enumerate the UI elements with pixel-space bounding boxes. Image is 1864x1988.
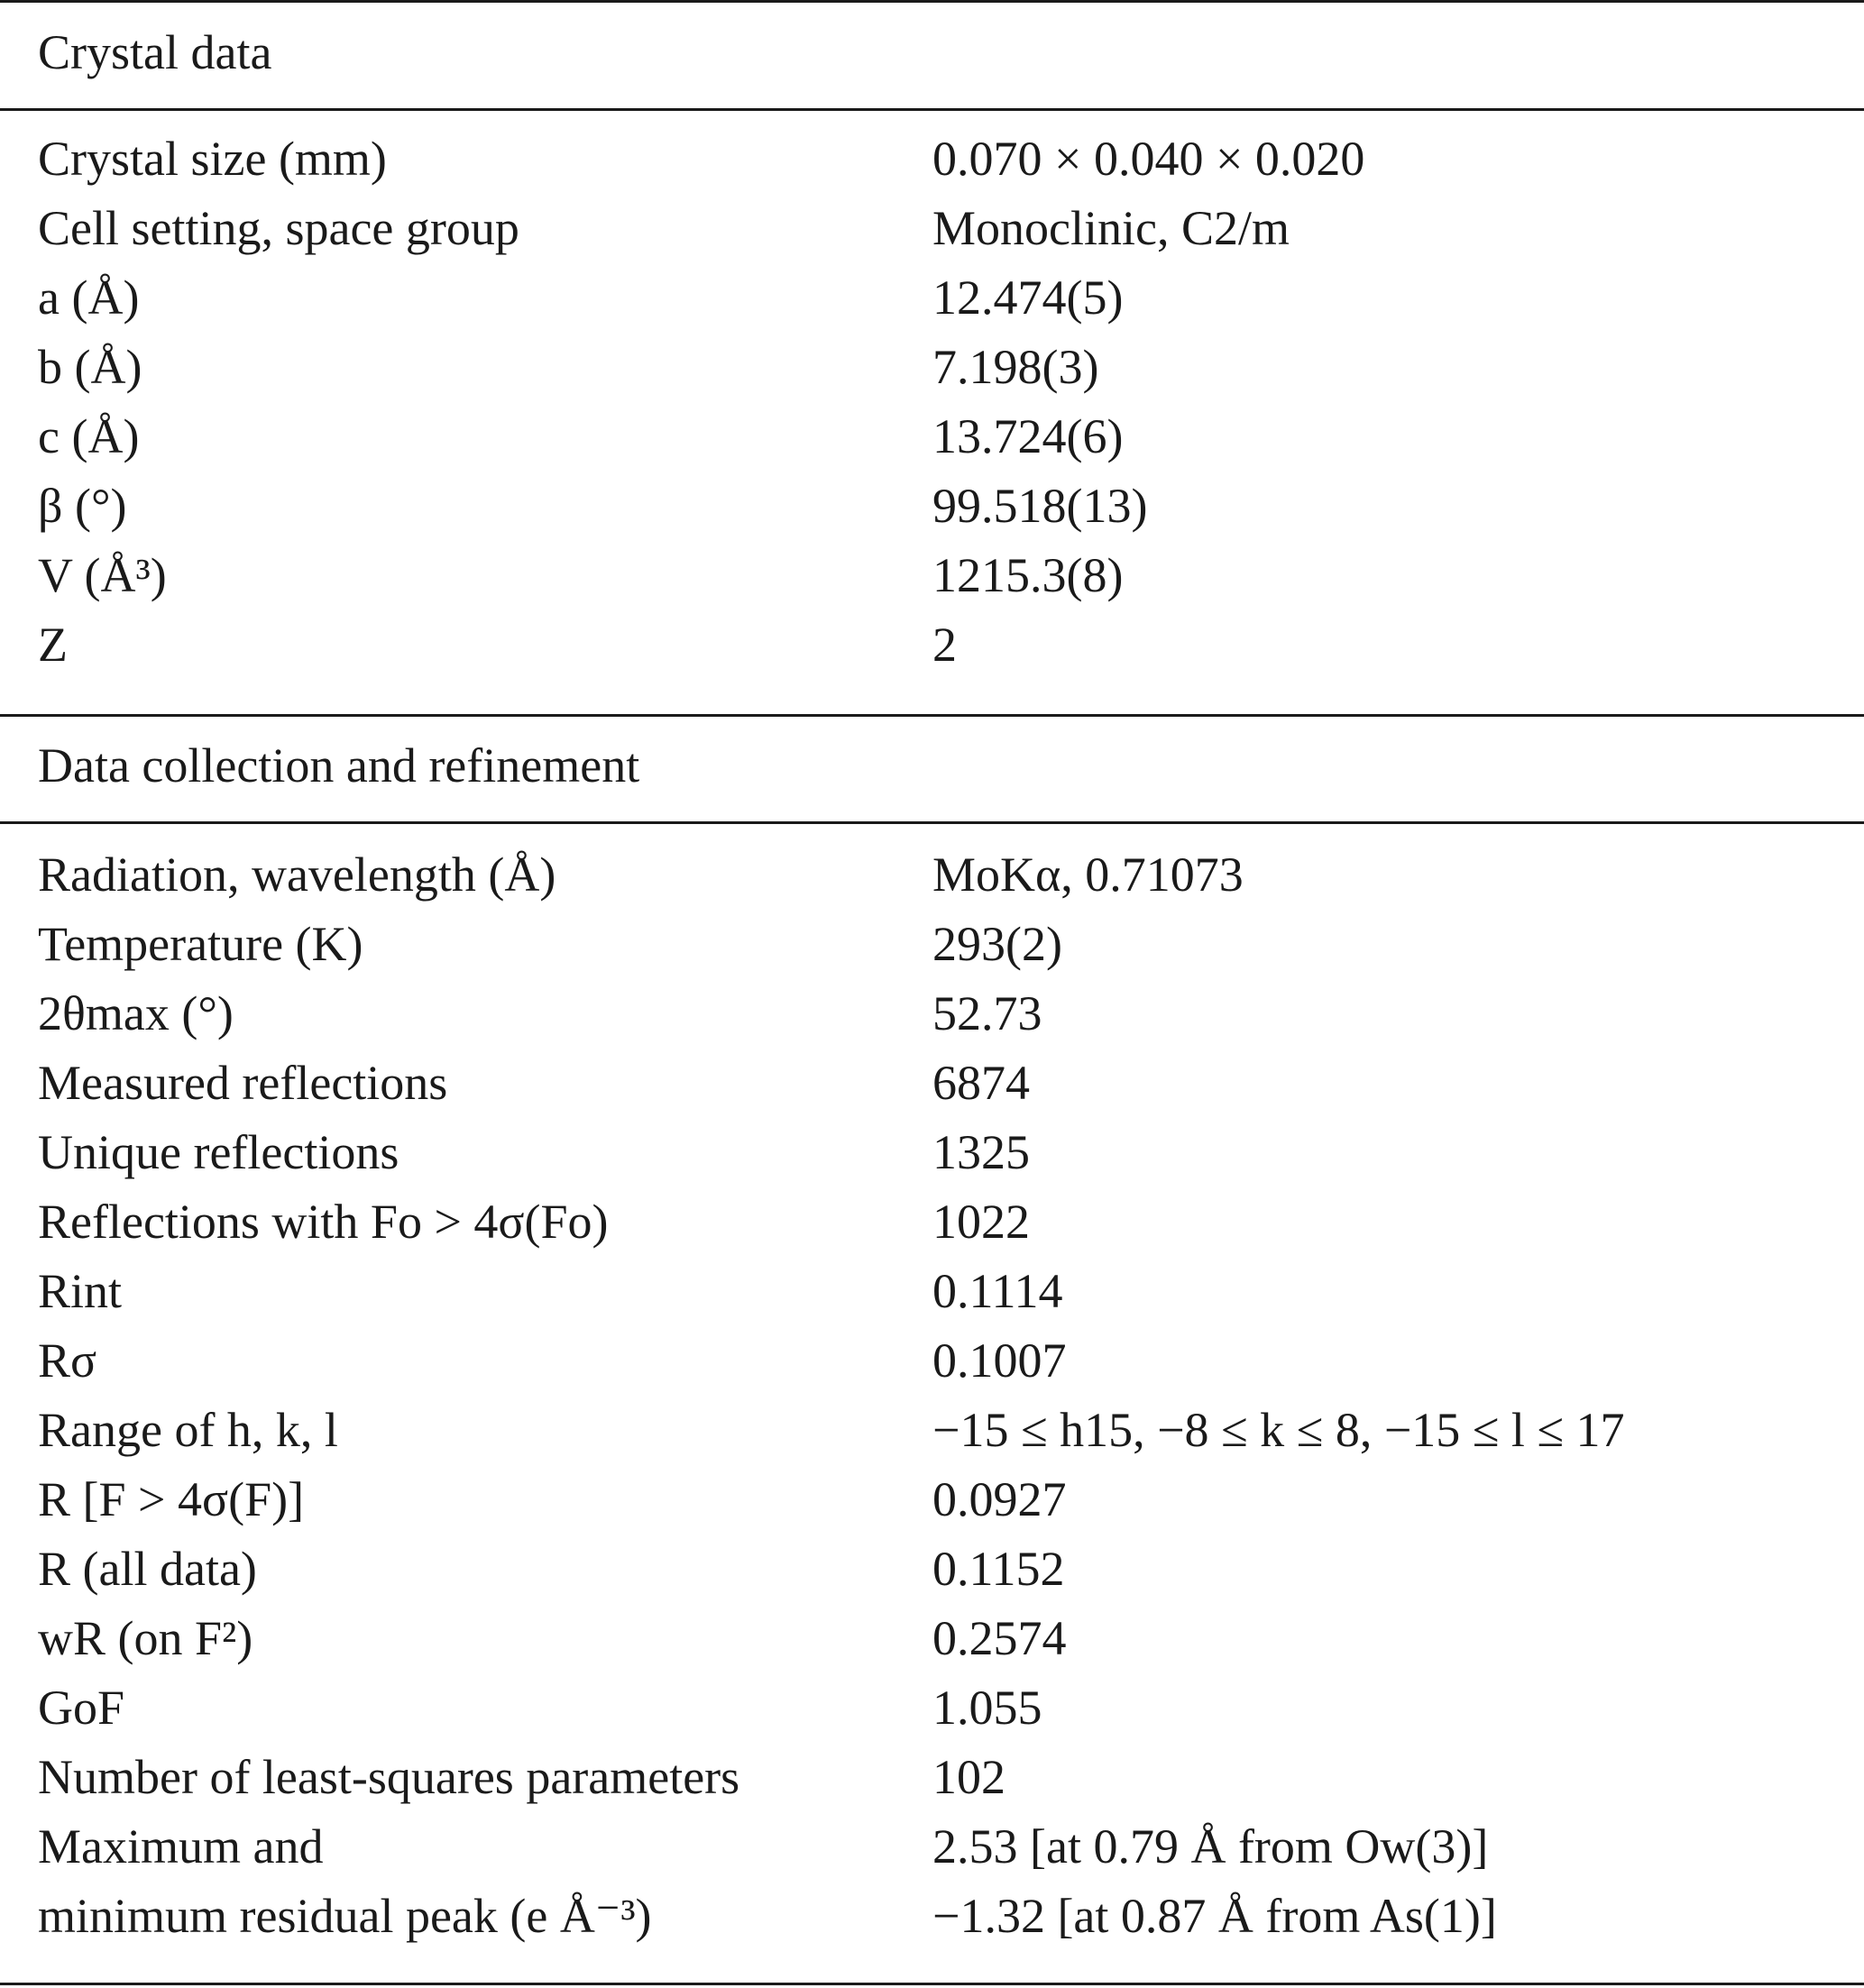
top-rule	[0, 0, 1864, 3]
row-value: 1022	[932, 1195, 1030, 1249]
row-value: 0.1152	[932, 1542, 1065, 1596]
table-row	[0, 979, 1864, 1049]
row-value: 1325	[932, 1125, 1030, 1179]
table-row	[0, 1396, 1864, 1465]
table-row	[0, 263, 1864, 333]
row-value: 12.474(5)	[932, 270, 1124, 325]
row-value: MoKα, 0.71073	[932, 847, 1244, 902]
table-row	[0, 1257, 1864, 1326]
table-row	[0, 1326, 1864, 1396]
row-label: Radiation, wavelength (Å)	[38, 847, 556, 902]
row-label: Range of h, k, l	[38, 1403, 338, 1457]
row-label: Crystal size (mm)	[38, 132, 387, 186]
row-label: b (Å)	[38, 340, 142, 394]
row-value: 2.53 [at 0.79 Å from Ow(3)]	[932, 1819, 1489, 1873]
table-row	[0, 541, 1864, 610]
table-row	[0, 1535, 1864, 1604]
table-row	[0, 472, 1864, 541]
bottom-rule	[0, 1983, 1864, 1985]
row-label: 2θmax (°)	[38, 986, 234, 1040]
table-row	[0, 1604, 1864, 1673]
row-label: Unique reflections	[38, 1125, 399, 1179]
table-row	[0, 610, 1864, 680]
row-label: a (Å)	[38, 270, 140, 325]
row-value: 52.73	[932, 986, 1042, 1040]
row-value: 0.1114	[932, 1264, 1063, 1318]
table-row	[0, 840, 1864, 910]
row-label: c (Å)	[38, 409, 140, 463]
section-title-crystal-data: Crystal data	[38, 25, 272, 79]
row-label: GoF	[38, 1681, 125, 1735]
row-value: 6874	[932, 1056, 1030, 1110]
table-row	[0, 1465, 1864, 1535]
row-label: Maximum and	[38, 1819, 324, 1873]
table-row	[0, 1882, 1864, 1951]
table-row	[0, 333, 1864, 402]
row-value: 2	[932, 618, 957, 672]
table-row	[0, 1118, 1864, 1187]
row-label: R (all data)	[38, 1542, 257, 1596]
row-value: 102	[932, 1750, 1005, 1804]
row-label: wR (on F²)	[38, 1611, 253, 1665]
table-row	[0, 124, 1864, 194]
row-value: Monoclinic, C2/m	[932, 201, 1290, 255]
table-row	[0, 1743, 1864, 1812]
row-label: Z	[38, 618, 68, 672]
table-row	[0, 402, 1864, 472]
row-label: Temperature (K)	[38, 917, 363, 971]
row-value: −15 ≤ h15, −8 ≤ k ≤ 8, −15 ≤ l ≤ 17	[932, 1403, 1625, 1457]
row-label: R [F > 4σ(F)]	[38, 1472, 305, 1526]
row-value: 293(2)	[932, 917, 1062, 971]
row-value: 0.1007	[932, 1333, 1067, 1388]
table-row	[0, 1049, 1864, 1118]
section-rule	[0, 821, 1864, 824]
row-value: 0.2574	[932, 1611, 1067, 1665]
table-row	[0, 194, 1864, 263]
section-rule	[0, 714, 1864, 717]
table-row	[0, 1812, 1864, 1882]
table-row	[0, 1673, 1864, 1743]
row-label: Cell setting, space group	[38, 201, 519, 255]
row-label: Number of least-squares parameters	[38, 1750, 740, 1804]
row-value: −1.32 [at 0.87 Å from As(1)]	[932, 1889, 1497, 1943]
row-label: Reflections with Fo > 4σ(Fo)	[38, 1195, 609, 1249]
row-value: 0.0927	[932, 1472, 1067, 1526]
row-label: V (Å³)	[38, 548, 167, 602]
row-value: 7.198(3)	[932, 340, 1099, 394]
row-label: minimum residual peak (e Å⁻³)	[38, 1889, 652, 1943]
section-title-data-collection: Data collection and refinement	[38, 738, 640, 792]
row-label: β (°)	[38, 479, 127, 533]
row-value: 1.055	[932, 1681, 1042, 1735]
table-row	[0, 910, 1864, 979]
row-label: Rint	[38, 1264, 123, 1318]
row-value: 1215.3(8)	[932, 548, 1124, 602]
row-value: 99.518(13)	[932, 479, 1148, 533]
table-row	[0, 1187, 1864, 1257]
row-label: Rσ	[38, 1333, 97, 1388]
row-label: Measured reflections	[38, 1056, 448, 1110]
row-value: 13.724(6)	[932, 409, 1124, 463]
section-rule	[0, 108, 1864, 111]
row-value: 0.070 × 0.040 × 0.020	[932, 132, 1365, 186]
